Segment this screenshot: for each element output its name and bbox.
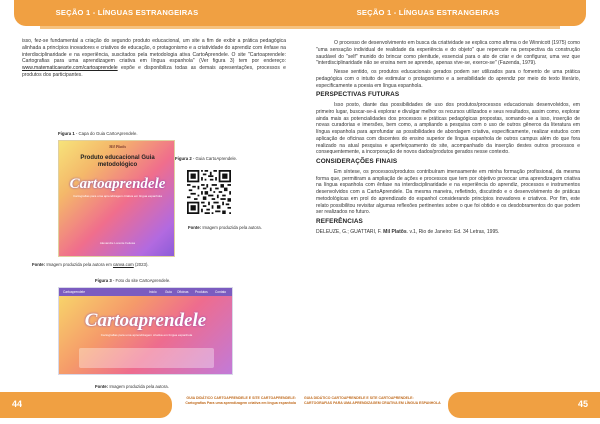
figure1-label: Figura 1 bbox=[58, 131, 75, 136]
site-nav-item: Contato bbox=[215, 289, 227, 294]
cover-authors: Alexandre Lorente Feitosa bbox=[99, 241, 136, 245]
cover-tagline: Cartografias para uma aprendizagem criativa em língua espanhola bbox=[73, 194, 162, 198]
right-footer-line2: CARTOGRAFIAS PARA UMA APRENDIZAGEM CRIATIVA EM LÍNGUA ESPANHOLA bbox=[304, 400, 441, 405]
right-footer-line1: GUIA DIDÁTICO CARTOAPRENDELE E SITE CARTOAPRENDELE: bbox=[304, 396, 414, 400]
canva-link[interactable]: canva.com bbox=[112, 262, 134, 267]
qr-code-image bbox=[187, 170, 231, 214]
reference-publisher: . v.1, Rio de Janeiro: Ed. 34 Letras, 1995. bbox=[406, 228, 500, 235]
right-page bbox=[300, 0, 600, 424]
left-section-title: SEÇÃO 1 - LÍNGUAS ESTRANGEIRAS bbox=[55, 8, 199, 17]
site-nav-item: Produtos bbox=[195, 289, 208, 294]
heading-referencias: REFERÊNCIAS bbox=[316, 218, 363, 225]
right-footer-bar bbox=[448, 392, 600, 418]
cover-subtitle: Produto educacional Guia metodológico bbox=[80, 155, 155, 168]
figure3-label: Figura 3 bbox=[95, 278, 112, 283]
left-footer-line1: GUIA DIDÁTICO CARTOAPRENDELE E SITE CARTOAPRENDELE: bbox=[186, 396, 296, 400]
figure1-source bbox=[32, 262, 149, 267]
figure3-caption-text: - Foto do site CartoAprendele. bbox=[111, 278, 171, 283]
figure2-source-label: Fonte: bbox=[188, 225, 202, 230]
cover-title: Cartoaprendele bbox=[69, 176, 166, 192]
left-intro-paragraph bbox=[22, 38, 286, 79]
reference-entry bbox=[316, 229, 580, 236]
left-header-bar bbox=[14, 0, 300, 26]
figure1-caption-text: - Capa do Guia CartoAprendele. bbox=[74, 131, 138, 136]
site-nav-item: Oficinas bbox=[177, 289, 189, 294]
left-footer-line2: Cartografias Para uma aprendizagem criativa em língua espanhola bbox=[185, 400, 296, 405]
left-footer-bar bbox=[0, 392, 172, 418]
right-page-number: 45 bbox=[577, 399, 588, 409]
figure2-source-text: Imagem produzida pela autora. bbox=[201, 225, 262, 230]
guide-cover-image bbox=[58, 140, 175, 257]
reference-authors: DELEUZE, G.; GUATTARI, F. bbox=[316, 228, 384, 235]
site-nav-bar bbox=[59, 288, 232, 296]
figure2-source bbox=[188, 225, 288, 230]
site-hero-tagline: Cartografias para uma aprendizagem criativa em língua espanhola bbox=[100, 333, 193, 337]
left-intro-text-after: expõe e disponibiliza todas as demais apresentações, processos e produtos dos participantes. bbox=[22, 65, 286, 78]
right-body-text bbox=[316, 40, 580, 238]
left-page-number: 44 bbox=[12, 399, 23, 409]
site-hero-title: Cartoaprendele bbox=[84, 310, 207, 331]
right-footer-text bbox=[304, 396, 444, 405]
site-nav-brand: Cartoaprendele bbox=[63, 289, 85, 294]
left-footer-text bbox=[180, 396, 296, 405]
right-header-strip bbox=[300, 26, 560, 29]
figure2-caption bbox=[175, 156, 237, 161]
heading-consideracoes-finais: CONSIDERAÇÕES FINAIS bbox=[316, 158, 398, 165]
figure3-source-text: Imagem produzida pela autora. bbox=[108, 384, 169, 389]
heading-perspectivas-futuras: PERSPECTIVAS FUTURAS bbox=[316, 91, 400, 99]
site-screenshot-image bbox=[58, 287, 233, 375]
site-nav-item: Guia bbox=[165, 289, 172, 294]
paragraph-creativity: O processo de desenvolvimento em busca da criatividade se explica como afirma o de Winnicott (1975) como "uma sensação individual de realidade da experiência e do objeto" que repercute na perspectiva da construção saudável do "self" munido do brincar como plenitude, essencial para o ato de criar e de configurar, uma vez que "interdisciplinaridade não se ensina nem se aprende, apenas vive-se, exerce-se" (Fazenda, 1979). bbox=[316, 40, 580, 67]
figure2-label: Figura 2 bbox=[175, 156, 192, 161]
left-intro-text: isso, fez-se fundamental a criação do segundo produto educacional, um site a fim de exibir a prática pedagógica alinhada a princípios inovadores e criativos de educação, o protagonismo e a criatividade do aprendiz com ênfase na interdisciplinaridade e na experiência, suscitados pela metodologia ativa CartoAprendele. O site "Cartoaprendele: Cartografias para uma aprendizagem criativa em língua espanhola" (Ver figura 3) tem por endereço: bbox=[22, 38, 286, 65]
figure3-source-label: Fonte: bbox=[95, 384, 109, 389]
reference-title: Mil Platôs bbox=[383, 228, 407, 235]
site-url-link[interactable]: www.matematicaearte.com/cartoaprendele bbox=[22, 65, 118, 71]
figure2-caption-text: - Guia CartoAprendele. bbox=[191, 156, 238, 161]
right-header-bar bbox=[300, 0, 586, 26]
cover-logo: Mil Platôs bbox=[109, 144, 127, 149]
site-nav-item: Início bbox=[149, 289, 157, 294]
paragraph-future: Isso posto, diante das possibilidades de uso dos produtos/processos educacionais desenvolvidos, em primeiro lugar, buscar-se-á explorar e divulgar melhor os recursos utilizados e seus resultados, assim como, explorar ainda mais as potencialidades dos processos e práticas pedagógicas propostas, somando-se a isso, inserção de novas curadorias e imersões, bem como, a ampliando a pesquisa com o uso de outros gêneros da literatura em língua espanhola para aprofundar as possibilidades de abordagem criativa, especificamente, realizar estudos com aplicação de oficinas com discentes do ensino superior de língua espanhola de outros campus além do que fora realizado na atual pesquisa e aperfeiçoamento do site, acompanhado da inserção destes outros processos e consequentemente, a incorporação de novos dados/produtos gerados nesse contexto. bbox=[316, 102, 580, 156]
left-header-strip bbox=[40, 26, 300, 29]
site-content-panel bbox=[79, 348, 214, 368]
figure1-source-year: (2023). bbox=[133, 262, 149, 267]
right-section-title: SEÇÃO 1 - LÍNGUAS ESTRANGEIRAS bbox=[356, 8, 500, 17]
paragraph-products: Nesse sentido, os produtos educacionais gerados podem ser utilizados para o fomento de uma prática pedagógica com o intuito de estimular o protagonismo e a sensibilidade do aprendiz por meio do texto literário, especificamente a poesia em língua espanhola. bbox=[316, 69, 580, 89]
figure1-source-label: Fonte: bbox=[32, 262, 46, 267]
figure3-caption bbox=[95, 278, 170, 283]
paragraph-conclusion: Em síntese, os processos/produtos contribuíram imensamente em minha formação profissional, da mesma forma que, permitiram a ampliação de ações e processos que tem por objetivo provocar uma aprendizagem criativa na língua espanhola com ênfase na interdisciplinaridade e na experiência do aprendiz, processos e instrumentos desenvolvidos com a CartoAprendele. Da mesma maneira, refletindo, discutindo e o desenvolvimento de práticas metodológicas em prol do aprendizado do espanhol considerando princípios inovadores e criativos. Por fim, este relato possibilitou revisitar algumas reflexões pertinentes sobre o que foi obtido e os desdobramentos do que podem ser realizados no futuro. bbox=[316, 168, 580, 216]
figure3-source bbox=[95, 384, 169, 389]
figure1-source-text: Imagem produzida pela autora em bbox=[45, 262, 113, 267]
figure1-caption bbox=[58, 131, 138, 136]
